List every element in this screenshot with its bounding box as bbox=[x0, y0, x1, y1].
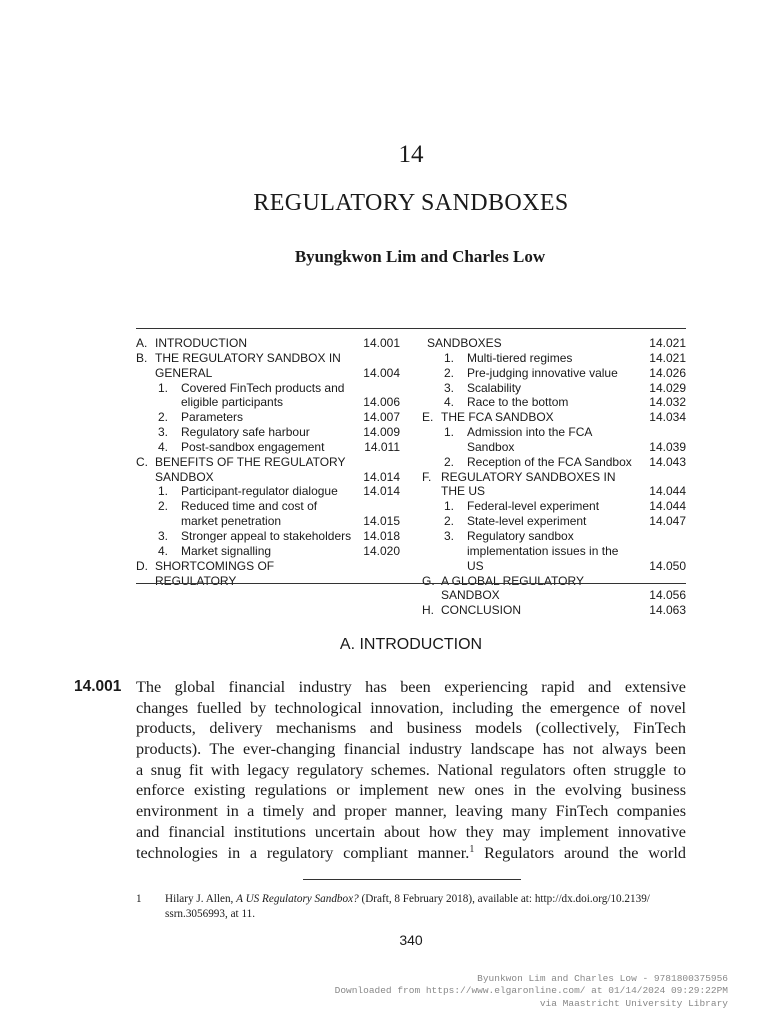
footnote bbox=[136, 892, 686, 922]
toc-entry-paragraph-number: 14.006 bbox=[363, 395, 400, 410]
toc-entry-label: 2. bbox=[444, 365, 455, 380]
download-notice bbox=[335, 973, 728, 1010]
footnote-reference[interactable]: 1 bbox=[469, 843, 475, 855]
toc-entry-label: 3. bbox=[444, 528, 455, 543]
toc-entry[interactable] bbox=[136, 336, 400, 351]
toc-entry-title: CONCLUSION bbox=[441, 603, 522, 618]
toc-entry-paragraph-number: 14.014 bbox=[363, 469, 400, 484]
paragraph-last-line bbox=[136, 843, 686, 864]
toc-top-rule bbox=[136, 328, 686, 329]
toc-entry[interactable] bbox=[422, 366, 686, 381]
toc-entry-paragraph-number: 14.001 bbox=[363, 336, 400, 350]
toc-entry-paragraph-number: 14.039 bbox=[649, 439, 686, 454]
toc-entry-title: Reception of the FCA Sandbox bbox=[467, 454, 632, 469]
footnote-title: A US Regulatory Sandbox? bbox=[236, 893, 359, 905]
toc-entry[interactable] bbox=[136, 440, 400, 455]
paragraph-number: 14.001 bbox=[74, 678, 122, 695]
toc-entry-label: 1. bbox=[444, 350, 455, 365]
toc-entry[interactable] bbox=[136, 381, 400, 411]
toc-entry-paragraph-number: 14.063 bbox=[649, 603, 686, 618]
toc-entry-label: 4. bbox=[158, 439, 169, 454]
footnote-number: 1 bbox=[136, 893, 142, 905]
toc-entry-paragraph-number: 14.014 bbox=[363, 484, 400, 499]
toc-entry[interactable] bbox=[136, 351, 400, 381]
toc-entry-label: B. bbox=[136, 350, 148, 365]
toc-entry-paragraph-number: 14.034 bbox=[649, 410, 686, 425]
toc-entry-paragraph-number: 14.018 bbox=[363, 528, 400, 543]
toc-entry-title: SHORTCOMINGS OF REGULATORY bbox=[155, 558, 275, 588]
toc-entry-title: Multi-tiered regimes bbox=[467, 350, 573, 365]
toc-entry-paragraph-number: 14.043 bbox=[649, 454, 686, 469]
toc-entry-paragraph-number: 14.020 bbox=[363, 543, 400, 558]
toc-entry-title: REGULATORY SANDBOXES IN THE US bbox=[441, 469, 616, 499]
toc-bottom-rule bbox=[136, 583, 686, 584]
toc-entry-label: E. bbox=[422, 410, 434, 425]
toc-entry[interactable] bbox=[136, 499, 400, 529]
toc-entry-paragraph-number: 14.032 bbox=[649, 395, 686, 410]
footnote-rest: (Draft, 8 February 2018), available at: http://dx.doi.org/10.2139/ bbox=[358, 893, 650, 905]
toc-entry[interactable] bbox=[422, 574, 686, 604]
toc-entry-title: BENEFITS OF THE REGULATORY SANDBOX bbox=[155, 454, 346, 484]
toc-entry-label: 3. bbox=[158, 528, 169, 543]
toc-entry-paragraph-number: 14.044 bbox=[649, 499, 686, 514]
toc-entry-paragraph-number: 14.044 bbox=[649, 484, 686, 499]
chapter-number: 14 bbox=[398, 141, 424, 168]
toc-entry-label: D. bbox=[136, 558, 148, 573]
paragraph-line: environment in a timely and proper manner, leaving many FinTech companies bbox=[136, 802, 686, 821]
toc-entry[interactable] bbox=[422, 395, 686, 410]
toc-entry-label: H. bbox=[422, 603, 434, 618]
toc-entry-label: 4. bbox=[444, 395, 455, 410]
footnote-text bbox=[136, 892, 686, 922]
toc-entry[interactable] bbox=[422, 425, 686, 455]
toc-entry[interactable] bbox=[422, 470, 686, 500]
toc-entry-label: G. bbox=[422, 573, 435, 588]
toc-entry-label: 1. bbox=[158, 484, 169, 499]
toc-entry[interactable] bbox=[422, 410, 686, 425]
toc-entry-title: Covered FinTech products and eligible participants bbox=[181, 380, 345, 410]
toc-entry-paragraph-number: 14.011 bbox=[364, 439, 400, 454]
toc-entry-paragraph-number: 14.021 bbox=[649, 350, 686, 365]
toc-entry-title: State-level experiment bbox=[467, 514, 587, 529]
toc-entry[interactable] bbox=[136, 410, 400, 425]
toc-entry-title: Admission into the FCA Sandbox bbox=[467, 425, 592, 454]
toc-entry-paragraph-number: 14.056 bbox=[649, 588, 686, 603]
toc-entry[interactable] bbox=[422, 351, 686, 366]
toc-entry-paragraph-number: 14.004 bbox=[363, 365, 400, 380]
toc-entry-title: Regulatory safe harbour bbox=[181, 425, 310, 440]
footnote-author: Hilary J. Allen, bbox=[165, 893, 237, 905]
toc-entry[interactable] bbox=[136, 425, 400, 440]
paragraph-line: and financial institutions uncertain about how they may implement innovative bbox=[136, 822, 686, 841]
toc-entry-title: SANDBOXES bbox=[427, 336, 502, 350]
toc-entry[interactable] bbox=[136, 529, 400, 544]
toc-entry[interactable] bbox=[422, 603, 686, 618]
toc-entry-label: 1. bbox=[444, 425, 455, 440]
toc-entry-label: 1. bbox=[158, 380, 169, 395]
paragraph-line: The global financial industry has been experiencing rapid and extensive bbox=[136, 678, 686, 696]
toc-entry[interactable] bbox=[422, 529, 686, 574]
section-heading: A. INTRODUCTION bbox=[339, 636, 483, 653]
toc-entry-label: 4. bbox=[158, 543, 169, 558]
toc-entry[interactable] bbox=[422, 381, 686, 396]
toc-entry-title: Reduced time and cost of market penetration bbox=[181, 499, 318, 529]
toc-entry-label: F. bbox=[422, 469, 432, 484]
notice-line: Byunkwon Lim and Charles Low - 9781800375956 bbox=[477, 973, 728, 984]
notice-line: via Maastricht University Library bbox=[539, 997, 728, 1009]
toc-entry-title: Federal-level experiment bbox=[467, 499, 600, 514]
toc-entry[interactable] bbox=[422, 499, 686, 514]
toc-entry-paragraph-number: 14.026 bbox=[649, 365, 686, 380]
toc-entry[interactable] bbox=[422, 336, 686, 351]
toc-entry-title: Market signalling bbox=[181, 543, 272, 558]
toc-entry-paragraph-number: 14.050 bbox=[649, 558, 686, 573]
paragraph-line: products, delivery mechanisms and business models (collectively, FinTech bbox=[136, 719, 686, 738]
toc-entry-title: Parameters bbox=[181, 410, 244, 425]
toc-entry-title: INTRODUCTION bbox=[155, 336, 247, 350]
toc-entry-title: A GLOBAL REGULATORY SANDBOX bbox=[441, 573, 584, 603]
toc-entry-title: THE REGULATORY SANDBOX IN GENERAL bbox=[155, 350, 341, 380]
toc-entry-title: Scalability bbox=[467, 380, 522, 395]
toc-left-column bbox=[136, 336, 400, 588]
toc-entry-label: 2. bbox=[444, 454, 455, 469]
toc-right-column bbox=[422, 336, 686, 618]
toc-entry-title: Participant-regulator dialogue bbox=[181, 484, 338, 499]
toc-entry[interactable] bbox=[136, 455, 400, 485]
page-number: 340 bbox=[399, 932, 423, 948]
toc-entry-title: Race to the bottom bbox=[467, 395, 569, 410]
paragraph-line: a snug fit with legacy regulatory schemes. National regulators often struggle to bbox=[136, 760, 686, 779]
toc-entry-paragraph-number: 14.021 bbox=[649, 336, 686, 350]
toc-entry-paragraph-number: 14.009 bbox=[363, 425, 400, 440]
toc-entry-label: 3. bbox=[444, 380, 455, 395]
footnote-rule bbox=[303, 879, 521, 880]
paragraph-line: products). The ever-changing financial industry landscape has not always been bbox=[136, 740, 686, 759]
paragraph-line-end: Regulators around the world bbox=[474, 843, 687, 862]
chapter-authors: Byungkwon Lim and Charles Low bbox=[294, 247, 546, 266]
paragraph-body bbox=[136, 677, 686, 863]
toc-entry-paragraph-number: 14.029 bbox=[649, 380, 686, 395]
chapter-title: REGULATORY SANDBOXES bbox=[253, 190, 569, 216]
toc-entry-title: Post-sandbox engagement bbox=[181, 439, 325, 454]
toc-entry[interactable] bbox=[422, 455, 686, 470]
toc-entry-label: A. bbox=[136, 336, 148, 350]
toc-entry-title: THE FCA SANDBOX bbox=[441, 410, 554, 425]
toc-entry-label: 2. bbox=[158, 499, 169, 514]
notice-line: Downloaded from https://www.elgaronline.com/ at 01/14/2024 09:29:22PM bbox=[334, 985, 728, 997]
paragraph-line: enforce existing regulations or implement new ones in the evolving business bbox=[136, 781, 686, 800]
paragraph-line: changes fuelled by technological innovation, including the emergence of novel bbox=[136, 698, 686, 717]
toc-entry-paragraph-number: 14.047 bbox=[649, 514, 686, 529]
toc-entry[interactable] bbox=[136, 484, 400, 499]
toc-entry[interactable] bbox=[422, 514, 686, 529]
toc-entry-title: Stronger appeal to stakeholders bbox=[181, 528, 352, 543]
toc-entry-paragraph-number: 14.007 bbox=[363, 410, 400, 425]
toc-entry-paragraph-number: 14.015 bbox=[363, 514, 400, 529]
toc-entry-label: C. bbox=[136, 454, 148, 469]
toc-entry-label: 2. bbox=[158, 410, 169, 425]
toc-entry-title: Regulatory sandbox implementation issues in the US bbox=[467, 528, 619, 573]
toc-entry-label: 1. bbox=[444, 499, 455, 514]
footnote-line2: ssrn.3056993, at 11. bbox=[165, 908, 256, 920]
toc-entry-label: 2. bbox=[444, 514, 455, 529]
toc-entry[interactable] bbox=[136, 544, 400, 559]
toc-entry-title: Pre-judging innovative value bbox=[467, 365, 618, 380]
toc-entry-label: 3. bbox=[158, 425, 169, 440]
paragraph-line-start: technologies in a regulatory compliant manner. bbox=[136, 843, 470, 862]
